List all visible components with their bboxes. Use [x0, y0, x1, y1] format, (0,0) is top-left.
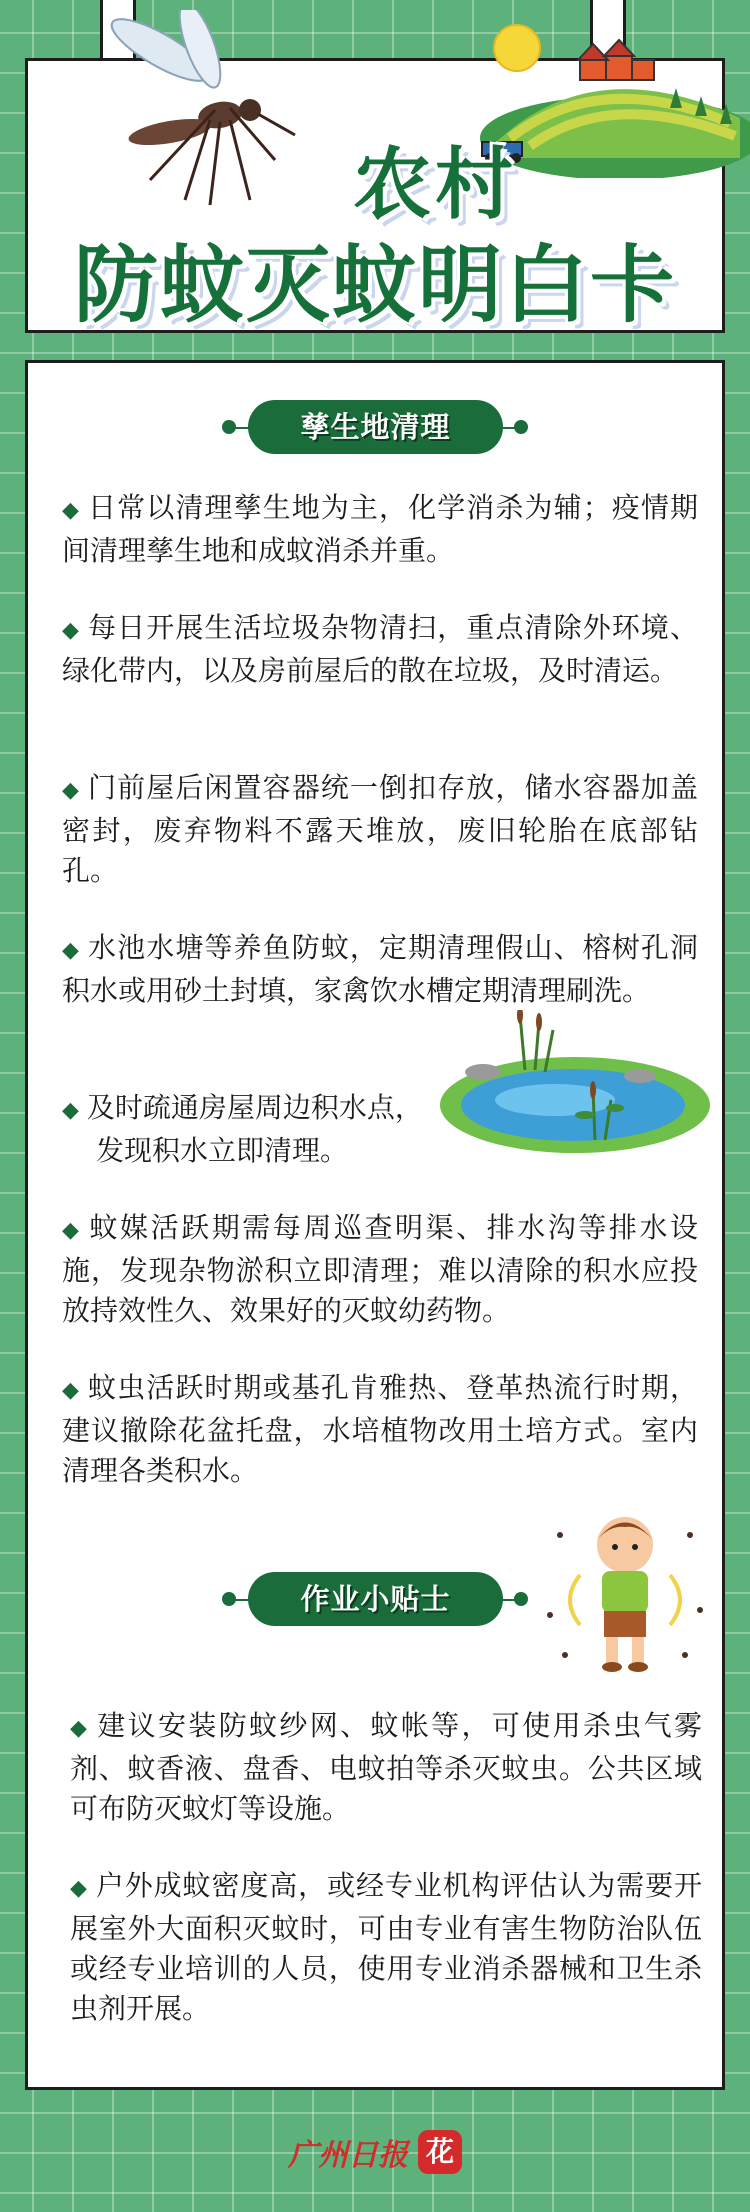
list-item: ◆ 日常以清理孳生地为主，化学消杀为辅；疫情期间清理孳生地和成蚊消杀并重。 — [62, 491, 698, 567]
boy-swatting-mosquitoes-illustration — [540, 1505, 710, 1680]
list-item: ◆ 及时疏通房屋周边积水点， 发现积水立即清理。 — [62, 1091, 423, 1167]
footer — [0, 2130, 750, 2180]
diamond-bullet-icon: ◆ — [62, 778, 81, 803]
section-title-dot-left — [222, 420, 236, 434]
section-title-dot-right — [514, 420, 528, 434]
list-item: ◆ 蚊虫活跃时期或基孔肯雅热、登革热流行时期，建议撤除花盆托盘，水培植物改用土培方式。室内清理各类积水。 — [62, 1371, 698, 1487]
diamond-bullet-icon: ◆ — [62, 938, 81, 963]
diamond-bullet-icon: ◆ — [62, 1098, 79, 1123]
diamond-bullet-icon: ◆ — [62, 1218, 82, 1243]
section-title-pill: 作业小贴士 — [248, 1572, 503, 1626]
diamond-bullet-icon: ◆ — [70, 1876, 88, 1901]
pond-illustration — [435, 1010, 715, 1160]
diamond-bullet-icon: ◆ — [62, 498, 81, 523]
section-title-pill: 孳生地清理 — [248, 400, 503, 454]
title-line-1: 农村 — [352, 140, 517, 230]
list-item: ◆ 水池水塘等养鱼防蚊，定期清理假山、榕树孔洞积水或用砂土封填，家禽饮水槽定期清理刷洗。 — [62, 931, 698, 1007]
list-item: ◆ 蚊媒活跃期需每周巡查明渠、排水沟等排水设施，发现杂物淤积立即清理；难以清除的积水应投放持效性久、效果好的灭蚊幼药物。 — [62, 1211, 698, 1327]
list-item: ◆ 建议安装防蚊纱网、蚊帐等，可使用杀虫气雾剂、蚊香液、盘香、电蚊拍等杀灭蚊虫。公共区域可布防灭蚊灯等设施。 — [70, 1709, 702, 1825]
list-item: ◆ 门前屋后闲置容器统一倒扣存放，储水容器加盖密封，废弃物料不露天堆放，废旧轮胎在底部钻孔。 — [62, 771, 698, 887]
section-title-dot-right — [514, 1592, 528, 1606]
title-line-2: 防蚊灭蚊明白卡 — [73, 236, 676, 334]
guangzhou-daily-logo: 广州日报 — [288, 2138, 408, 2173]
section-title-breeding-cleanup — [0, 400, 750, 456]
diamond-bullet-icon: ◆ — [62, 618, 81, 643]
diamond-bullet-icon: ◆ — [62, 1378, 81, 1403]
section-title-dot-left — [222, 1592, 236, 1606]
diamond-bullet-icon: ◆ — [70, 1716, 90, 1741]
list-item: ◆ 每日开展生活垃圾杂物清扫，重点清除外环境、绿化带内，以及房前屋后的散在垃圾，及时清运。 — [62, 611, 698, 687]
list-item: ◆ 户外成蚊密度高，或经专业机构评估认为需要开展室外大面积灭蚊时，可由专业有害生物防治队伍或经专业培训的人员，使用专业消杀器械和卫生杀虫剂开展。 — [70, 1869, 702, 2025]
brand-mark-icon: 花 — [418, 2130, 462, 2174]
